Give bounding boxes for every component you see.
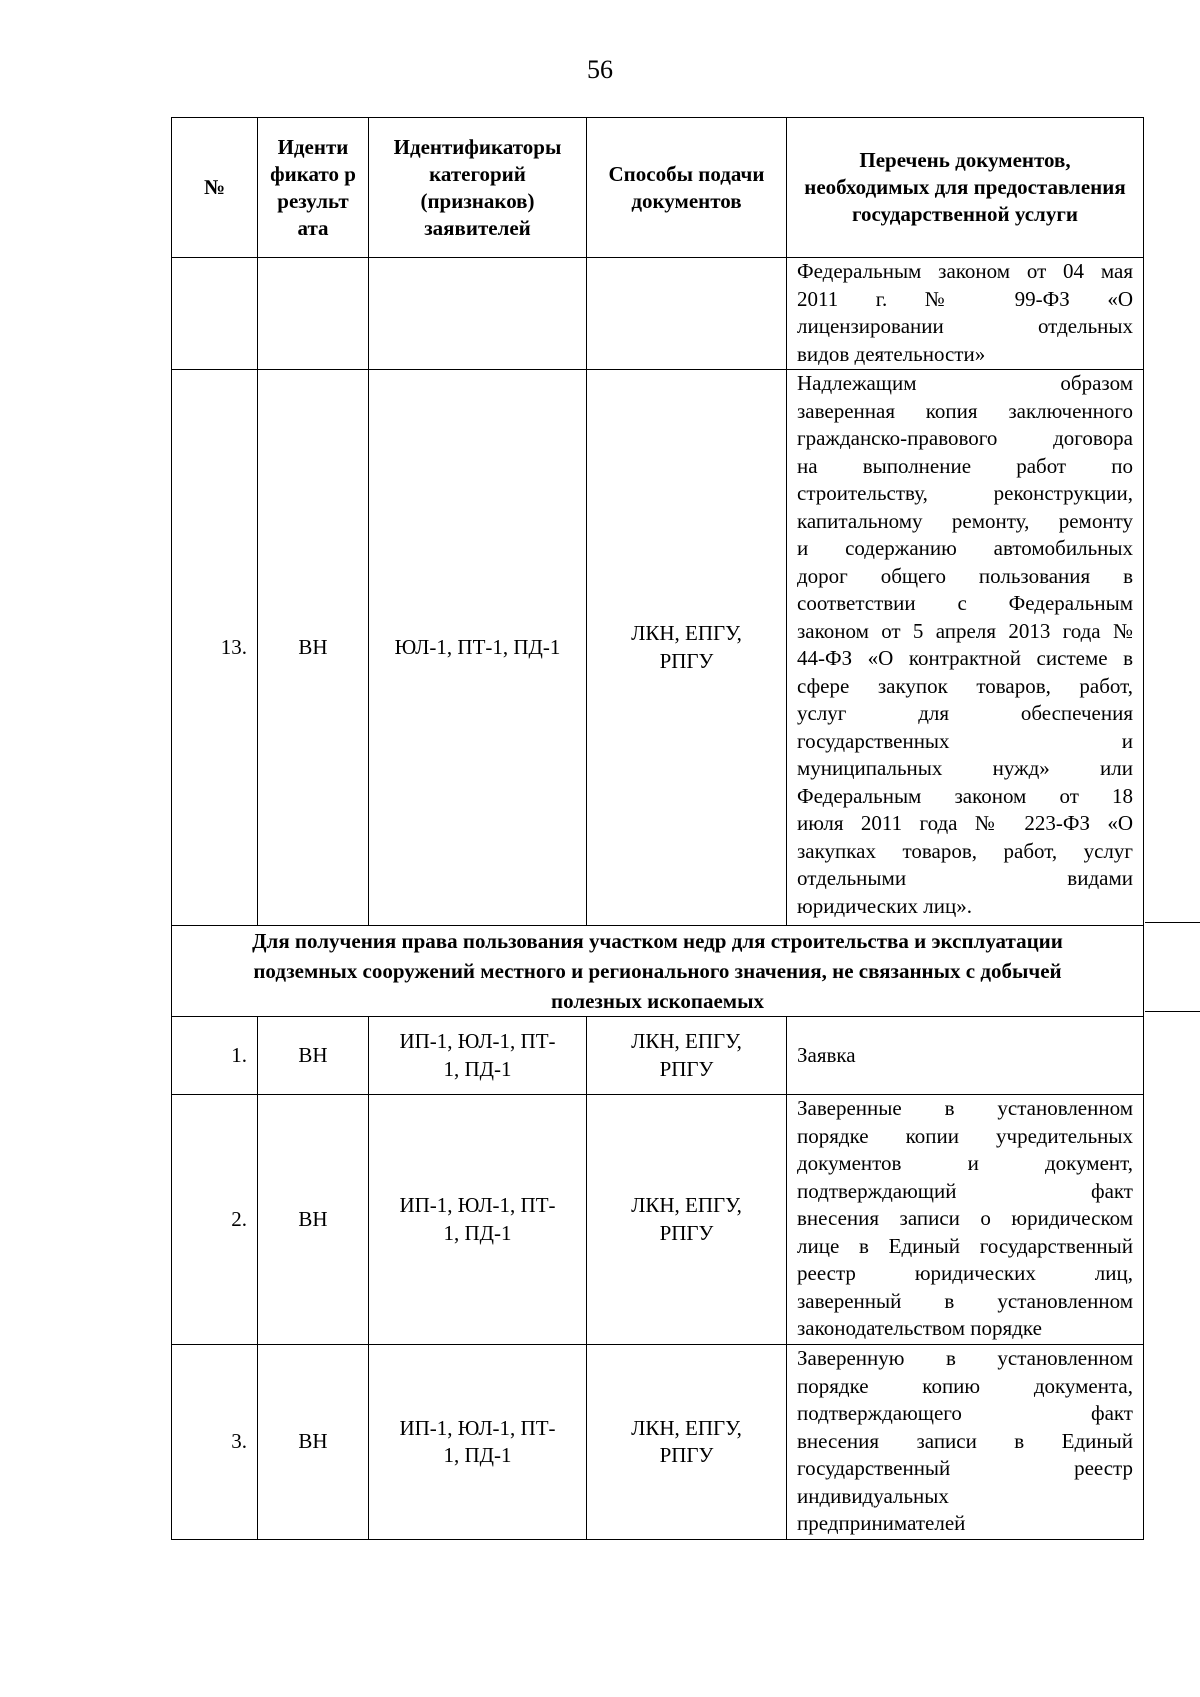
cell-category-ids — [369, 1095, 587, 1345]
doc-line: лицензировании отдельных — [797, 314, 1133, 338]
cell-num: 2. — [172, 1095, 258, 1345]
cell-result-id: ВН — [258, 1345, 369, 1540]
doc-line: июля 2011 года № 223-ФЗ «О — [797, 811, 1133, 835]
header-category-ids: Идентификаторы категорий (признаков) заявителей — [369, 118, 587, 258]
category-line: ИП-1, ЮЛ-1, ПТ- — [399, 1415, 556, 1440]
doc-line: дорог общего пользования в — [797, 563, 1133, 588]
section-title — [172, 926, 1144, 1017]
documents-table — [171, 117, 1144, 1540]
cell-category-ids — [369, 258, 587, 370]
section-title-row — [172, 926, 1144, 1017]
doc-line: порядке копии учредительных — [797, 1123, 1133, 1148]
header-documents: Перечень документов, необходимых для предоставления государственной услуги — [787, 118, 1144, 258]
cell-documents: Заявка — [787, 1017, 1144, 1095]
table-row-1 — [172, 1017, 1144, 1095]
table-row-13 — [172, 370, 1144, 926]
doc-line: соответствии с Федеральным — [797, 591, 1133, 615]
doc-line: внесения записи в Единый — [797, 1428, 1133, 1453]
doc-line: порядке копию документа, — [797, 1373, 1133, 1398]
doc-line: подтверждающий факт — [797, 1178, 1133, 1203]
doc-line: капитальному ремонту, ремонту — [797, 508, 1133, 533]
doc-line: Федеральным законом от 18 — [797, 783, 1133, 808]
doc-line: Федеральным законом от 04 мая — [797, 259, 1133, 283]
category-line: ИП-1, ЮЛ-1, ПТ- — [399, 1193, 556, 1217]
doc-line: гражданско-правового договора — [797, 426, 1133, 450]
doc-line: строительству, реконструкции, — [797, 481, 1133, 505]
cell-submission — [587, 1017, 787, 1095]
doc-line: индивидуальных — [797, 1483, 949, 1508]
doc-line: заверенная копия заключенного — [797, 398, 1133, 423]
doc-line: реестр юридических лиц, — [797, 1261, 1133, 1285]
cell-num — [172, 258, 258, 370]
doc-line: отдельными видами — [797, 866, 1133, 890]
submission-line: ЛКН, ЕПГУ, — [631, 1415, 742, 1440]
cell-num: 13. — [172, 370, 258, 926]
cell-result-id: ВН — [258, 370, 369, 926]
cell-result-id: ВН — [258, 1095, 369, 1345]
doc-line: заверенный в установленном — [797, 1288, 1133, 1313]
doc-line: законом от 5 апреля 2013 года № — [797, 618, 1133, 643]
cell-num: 1. — [172, 1017, 258, 1095]
category-line: ИП-1, ЮЛ-1, ПТ- — [399, 1029, 556, 1053]
category-line: 1, ПД-1 — [443, 1056, 512, 1081]
doc-line: законодательством порядке — [797, 1316, 1042, 1340]
doc-line: 44-ФЗ «О контрактной системе в — [797, 646, 1133, 670]
submission-line: ЛКН, ЕПГУ, — [631, 621, 742, 645]
header-num: № — [172, 118, 258, 258]
cell-submission — [587, 370, 787, 926]
cell-documents — [787, 258, 1144, 370]
doc-line: закупках товаров, работ, услуг — [797, 838, 1133, 863]
doc-line: 2011 г. № 99-ФЗ «О — [797, 286, 1133, 311]
doc-line: юридических лиц». — [797, 893, 972, 918]
table-header-row — [172, 118, 1144, 258]
cell-result-id — [258, 258, 369, 370]
header-submission: Способы подачи документов — [587, 118, 787, 258]
doc-line: подтверждающего факт — [797, 1401, 1133, 1425]
table-row-3 — [172, 1345, 1144, 1540]
cell-documents — [787, 370, 1144, 926]
submission-line: ЛКН, ЕПГУ, — [631, 1193, 742, 1217]
section-title-line: Для получения права пользования участком недр для строительства и эксплуатации — [252, 929, 1063, 953]
submission-line: ЛКН, ЕПГУ, — [631, 1029, 742, 1053]
cell-num: 3. — [172, 1345, 258, 1540]
doc-line: муниципальных нужд» или — [797, 756, 1133, 780]
doc-line: Надлежащим образом — [797, 371, 1133, 395]
doc-line: услуг для обеспечения — [797, 701, 1133, 725]
submission-line: РПГУ — [659, 1056, 714, 1081]
doc-line: государственных и — [797, 728, 1133, 753]
cell-documents — [787, 1345, 1144, 1540]
cell-category-ids — [369, 1345, 587, 1540]
doc-line: Заверенные в установленном — [797, 1096, 1133, 1120]
cell-submission — [587, 258, 787, 370]
table-row-continuation — [172, 258, 1144, 370]
doc-line: внесения записи о юридическом — [797, 1206, 1133, 1230]
cell-category-ids: ЮЛ-1, ПТ-1, ПД-1 — [369, 370, 587, 926]
table-row-2 — [172, 1095, 1144, 1345]
section-row-border-extension — [1145, 922, 1200, 1012]
category-line: 1, ПД-1 — [443, 1220, 512, 1245]
cell-category-ids — [369, 1017, 587, 1095]
section-title-line: подземных сооружений местного и регионального значения, не связанных с добычей — [253, 959, 1062, 983]
cell-documents — [787, 1095, 1144, 1345]
doc-line: лице в Единый государственный — [797, 1233, 1133, 1258]
header-result-id: Иденти фикато р результ ата — [258, 118, 369, 258]
cell-result-id: ВН — [258, 1017, 369, 1095]
doc-line: предпринимателей — [797, 1511, 966, 1535]
doc-line: Заверенную в установленном — [797, 1346, 1133, 1370]
cell-submission — [587, 1095, 787, 1345]
page-number: 56 — [587, 55, 613, 84]
doc-line: на выполнение работ по — [797, 453, 1133, 478]
doc-line: сфере закупок товаров, работ, — [797, 673, 1133, 698]
cell-submission — [587, 1345, 787, 1540]
doc-line: и содержанию автомобильных — [797, 536, 1133, 560]
submission-line: РПГУ — [659, 1443, 714, 1467]
category-line: 1, ПД-1 — [443, 1443, 512, 1467]
doc-line: документов и документ, — [797, 1151, 1133, 1175]
doc-line: видов деятельности» — [797, 341, 986, 366]
section-title-line: полезных ископаемых — [551, 989, 764, 1013]
submission-line: РПГУ — [659, 1220, 714, 1245]
submission-line: РПГУ — [659, 648, 714, 673]
doc-line: государственный реестр — [797, 1456, 1133, 1480]
